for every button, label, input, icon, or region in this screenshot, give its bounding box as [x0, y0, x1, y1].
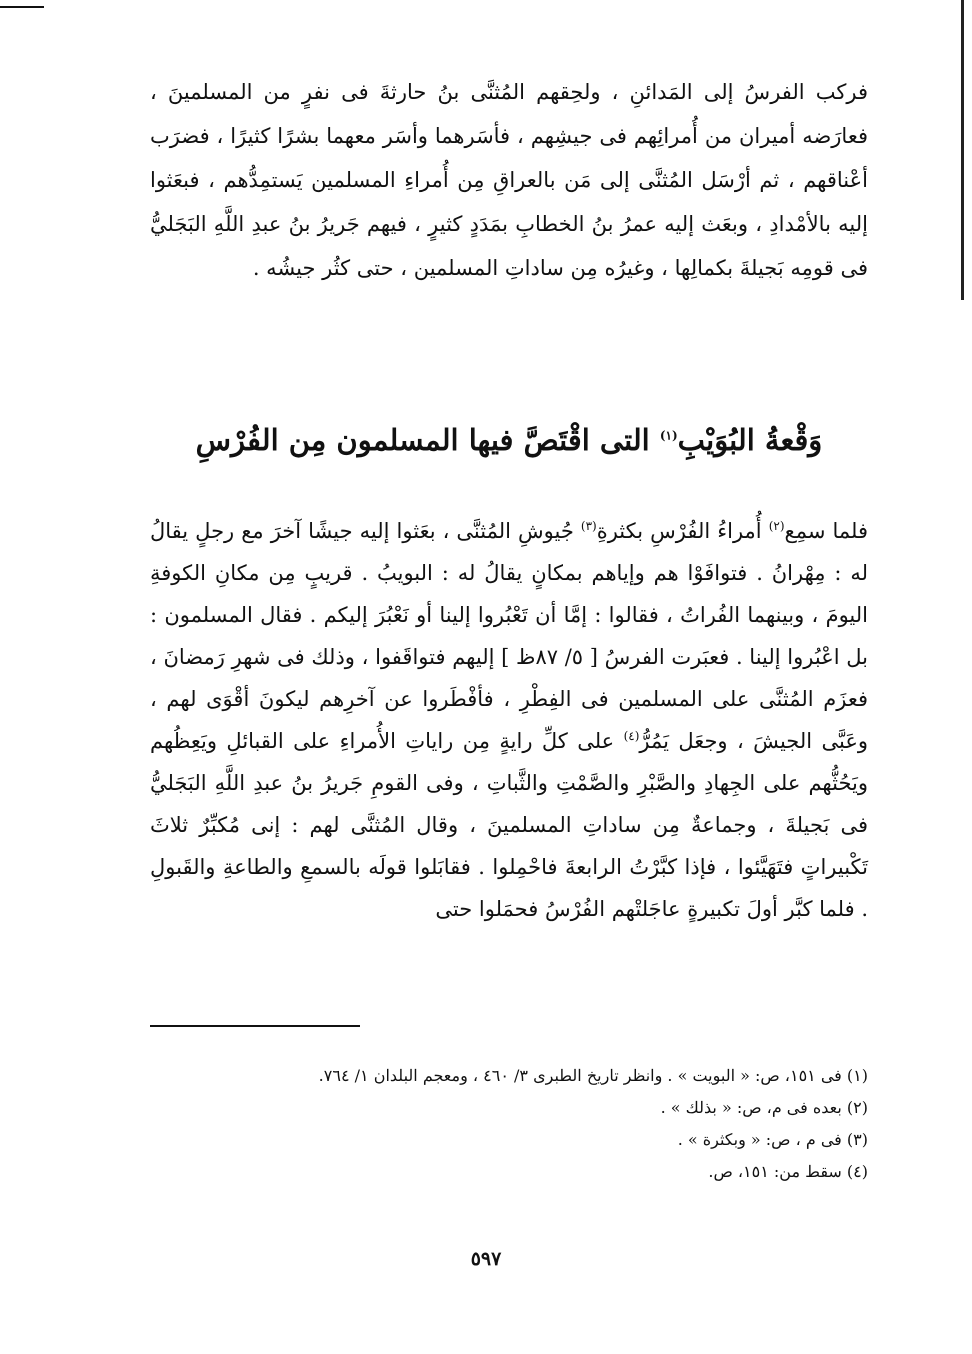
scan-edge-line [961, 0, 964, 300]
page-body [150, 70, 868, 1015]
footnote-ref-3: (٣) [580, 519, 597, 533]
corner-rule [0, 6, 44, 8]
p2-segment-a: فلما سمِع [784, 519, 869, 543]
footnote-ref-4: (٤) [623, 729, 640, 743]
footnote-separator [150, 1025, 360, 1027]
p2-segment-e: على كلِّ رايةٍ مِن راياتِ الأُمراءِ على القبائلِ ويَعِظُهم ويَحُثُّهم على الجِهادِ والصَّبْرِ والصَّمْتِ والثَّباتِ ، وفى القومِ جَريرُ بنُ عبدِ اللَّهِ البَجَليُّ فى بَجيلةَ ، وجماعةٌ مِن ساداتِ المسلمينَ ، وقال المُثنَّى لهم : إنى مُكبِّرٌ ثلاثَ تَكْبيراتٍ فتَهَيَّئوا ، فإذا كبَّرْتُ الرابعةَ فاحْمِلوا . فقابَلوا قولَه بالسمعِ والطاعةِ والقَبولِ . فلما كبَّر أولَ تكبيرةٍ عاجَلتْهم الفُرْسُ فحمَلوا حتى [150, 729, 868, 921]
paragraph-1: فركب الفرسُ إلى المَدائنِ ، ولحِقهم المُثنَّى بنُ حارثةَ فى نفرٍ من المسلمينَ ، فعارَضه أميران من أُمرائِهم فى جيشِهم ، فأسَرهما وأسَر معهما بشرًا كثيرًا ، فضرَب أعْناقهم ، ثم أرْسَل المُثنَّى إلى مَن بالعراقِ مِن أُمراءِ المسلمين يَستمِدُّهم ، فبعَثوا إليه بالأمْدادِ ، وبعَث إليه عمرُ بنُ الخطابِ بمَدَدٍ كثيرٍ ، فيهم جَريرُ بنُ عبدِ اللَّهِ البَجَليُّ فى قومِه بَجيلةَ بكمالِها ، وغيرُه مِن ساداتِ المسلمين ، حتى كثُر جيشُه . [150, 80, 868, 280]
p2-segment-b: أُمراءُ الفُرْسِ بكثرةِ [596, 519, 769, 543]
paragraph-2 [150, 510, 868, 1015]
footnote-2: (٢) بعده فى م، ص: « بذلك » . [660, 1098, 868, 1117]
page-number: ٥٩٧ [470, 1248, 502, 1270]
p2-segment-d: إليهم فتواقَفوا ، وذلك فى شهرِ رَمضانَ ، فعزَم المُثنَّى على المسلمين فى الفِطْرِ ، فأفْطَروا عن آخرِهم ليكونَ أقْوَى لهم ، وعَبَّى الجيشَ ، وجعَل يَمُرُّ [150, 645, 868, 753]
footnotes [150, 1060, 868, 1188]
manuscript-folio-ref: [ ٥/ ٨٧ظ ] [494, 645, 605, 669]
p2-segment-c: جُيوشِ المُثنَّى ، بعَثوا إليه جيشًا آخرَ مع رجلٍ يقالُ له : مِهْرانُ . فتوافَوْا هم وإياهم بمكانٍ يقالُ له : البويبُ . قريبٍ مِن مكانِ الكوفةِ اليومَ ، وبينهما الفُراتُ ، فقالوا : إمَّا أن تَعْبُروا إلينا أو نَعْبُرَ إليكم . فقال المسلمون : بل اعْبُروا إلينا . فعبَرت الفرسُ [150, 519, 869, 669]
heading-main: وَقْعةُ البُوَيْبِ [677, 423, 823, 457]
footnote-ref-2: (٢) [768, 519, 785, 533]
footnote-4: (٤) سقط من: ١٥١، ص. [708, 1162, 868, 1181]
footnote-1: (١) فى ١٥١، ص: « البويت » . وانظر تاريخ الطبرى ٣/ ٤٦٠ ، ومعجم البلدان ١/ ٧٦٤. [318, 1066, 868, 1085]
section-heading [150, 410, 868, 470]
heading-rest: التى اقْتَصَّ فيها المسلمون مِن الفُرْسِ [195, 423, 660, 457]
footnote-3: (٣) فى م ، ص: « وبكثرة » . [677, 1130, 868, 1149]
footnote-ref-1: (١) [659, 428, 678, 443]
